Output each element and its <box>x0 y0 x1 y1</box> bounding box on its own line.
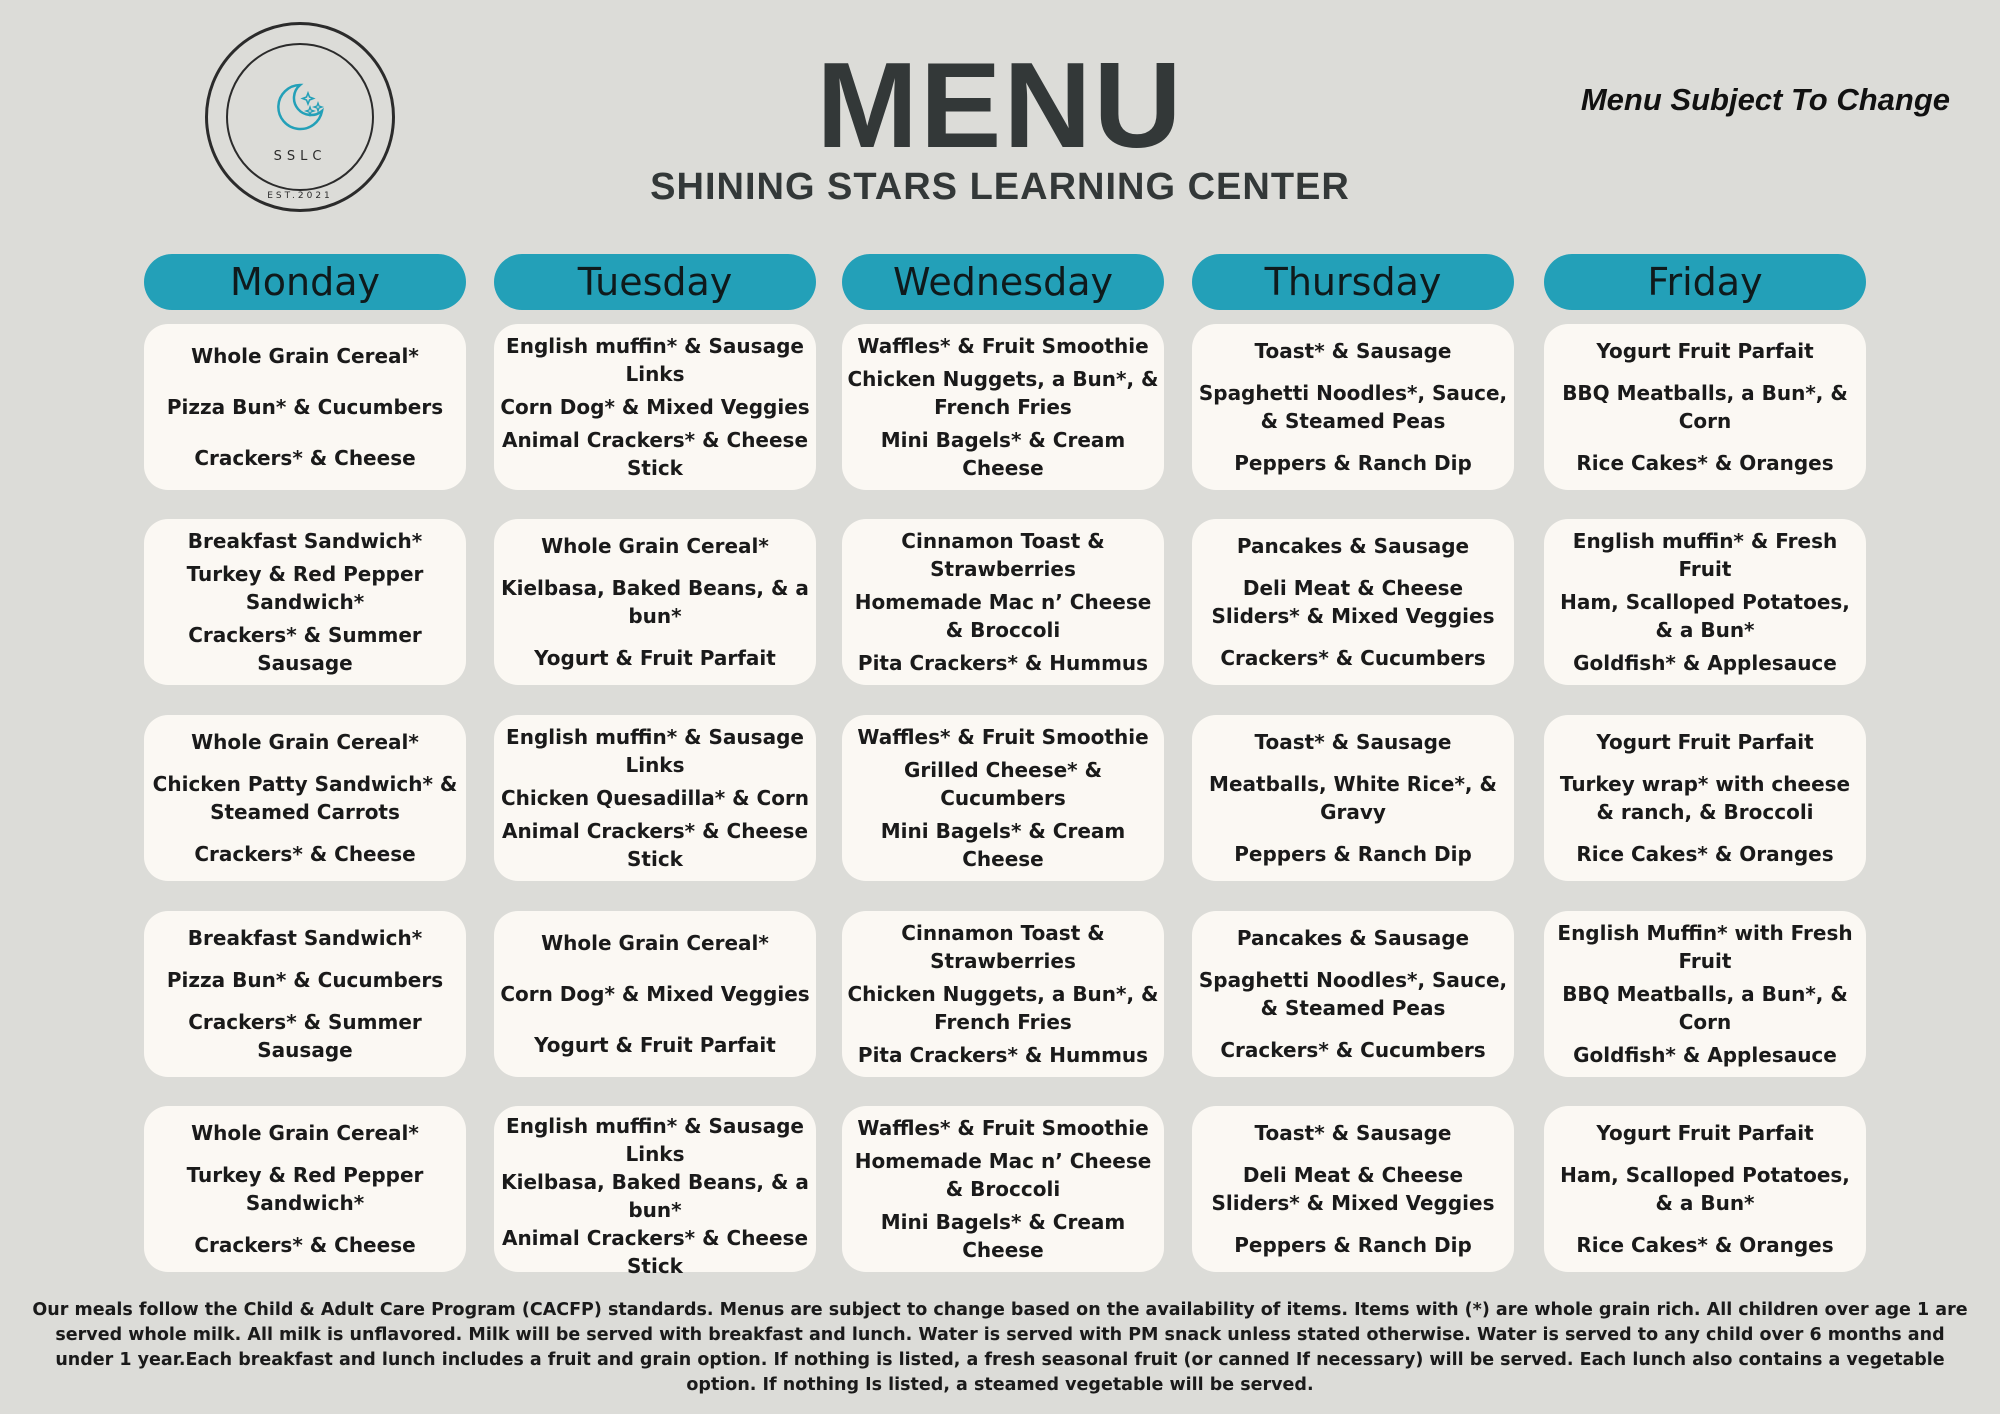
menu-item: Crackers* & Cheese <box>194 842 416 866</box>
menu-item: Chicken Nuggets, a Bun*, & French Fries <box>847 981 1159 1034</box>
menu-cell <box>144 324 466 490</box>
menu-item: Corn Dog* & Mixed Veggies <box>500 981 810 1006</box>
menu-cell <box>144 911 466 1077</box>
menu-item: BBQ Meatballs, a Bun*, & Corn <box>1562 381 1848 433</box>
menu-item: English muffin* & Sausage Links <box>506 1114 804 1166</box>
menu-item: Homemade Mac n’ Cheese & Broccoli <box>854 1148 1152 1201</box>
menu-item: Goldfish* & Applesauce <box>1573 1042 1837 1067</box>
menu-cell <box>494 911 816 1077</box>
menu-item: Toast* & Sausage <box>1254 339 1452 363</box>
menu-item: English muffin* & Sausage Links <box>506 725 804 778</box>
menu-item: Crackers* & Cucumbers <box>1220 1038 1486 1062</box>
menu-item: Yogurt & Fruit Parfait <box>534 1033 776 1058</box>
menu-item: Waffles* & Fruit Smoothie <box>857 725 1149 750</box>
day-header-monday: Monday <box>144 254 466 310</box>
menu-cell <box>1192 715 1514 881</box>
menu-item: Pizza Bun* & Cucumbers <box>166 968 444 992</box>
logo-est-text: EST.2021 <box>267 191 333 201</box>
page-title: MENU <box>816 37 1184 173</box>
menu-item: Mini Bagels* & Cream Cheese <box>880 818 1126 871</box>
menu-cell <box>1192 519 1514 685</box>
menu-item: Animal Crackers* & Cheese Stick <box>501 1226 809 1278</box>
menu-item: Waffles* & Fruit Smoothie <box>857 334 1149 359</box>
menu-item: Yogurt Fruit Parfait <box>1596 339 1814 363</box>
day-header-wednesday: Wednesday <box>842 254 1164 310</box>
menu-cell <box>842 911 1164 1077</box>
menu-cell <box>1192 324 1514 490</box>
menu-item: Meatballs, White Rice*, & Gravy <box>1209 772 1497 824</box>
menu-item: Peppers & Ranch Dip <box>1234 842 1472 866</box>
menu-item: Homemade Mac n’ Cheese & Broccoli <box>854 589 1152 642</box>
menu-cell <box>144 715 466 881</box>
menu-item: Goldfish* & Applesauce <box>1573 650 1837 675</box>
logo-text: SSLC <box>273 149 327 164</box>
menu-item: Chicken Nuggets, a Bun*, & French Fries <box>847 366 1159 419</box>
menu-cell <box>494 324 816 490</box>
menu-item: Breakfast Sandwich* <box>187 926 423 950</box>
menu-item: Whole Grain Cereal* <box>191 730 419 754</box>
menu-cell <box>1544 519 1866 685</box>
menu-item: Waffles* & Fruit Smoothie <box>857 1116 1149 1141</box>
menu-item: Crackers* & Summer Sausage <box>188 622 422 675</box>
menu-cell <box>1544 1106 1866 1272</box>
menu-item: Animal Crackers* & Cheese Stick <box>501 818 809 871</box>
menu-item: Peppers & Ranch Dip <box>1234 451 1472 475</box>
menu-change-notice: Menu Subject To Change <box>1580 82 1950 117</box>
menu-cell <box>1192 911 1514 1077</box>
menu-item: Crackers* & Cheese <box>194 446 416 471</box>
day-header-thursday: Thursday <box>1192 254 1514 310</box>
menu-item: Pancakes & Sausage <box>1236 926 1470 950</box>
menu-item: English Muffin* with Fresh Fruit <box>1557 921 1853 974</box>
menu-item: Whole Grain Cereal* <box>541 930 769 955</box>
menu-item: BBQ Meatballs, a Bun*, & Corn <box>1562 981 1848 1034</box>
menu-item: Chicken Patty Sandwich* & Steamed Carrots <box>152 772 458 824</box>
menu-item: Rice Cakes* & Oranges <box>1576 842 1834 866</box>
menu-item: Mini Bagels* & Cream Cheese <box>880 1209 1126 1262</box>
menu-item: Turkey & Red Pepper Sandwich* <box>186 561 424 614</box>
menu-item: Chicken Quesadilla* & Corn <box>500 785 810 810</box>
menu-item: Kielbasa, Baked Beans, & a bun* <box>501 576 809 628</box>
menu-item: Ham, Scalloped Potatoes, & a Bun* <box>1560 1163 1850 1215</box>
menu-item: Whole Grain Cereal* <box>191 1121 419 1145</box>
menu-cell <box>494 715 816 881</box>
menu-cell <box>1544 324 1866 490</box>
menu-cell <box>842 519 1164 685</box>
menu-item: Crackers* & Summer Sausage <box>188 1010 422 1062</box>
menu-cell <box>1544 911 1866 1077</box>
menu-item: Yogurt Fruit Parfait <box>1596 730 1814 754</box>
menu-item: Spaghetti Noodles*, Sauce, & Steamed Peas <box>1198 968 1508 1020</box>
page-subtitle: SHINING STARS LEARNING CENTER <box>650 166 1350 208</box>
menu-item: Rice Cakes* & Oranges <box>1576 451 1834 475</box>
menu-cell <box>494 519 816 685</box>
menu-cell <box>842 1106 1164 1272</box>
menu-item: Kielbasa, Baked Beans, & a bun* <box>501 1170 809 1222</box>
menu-item: Crackers* & Cheese <box>194 1233 416 1257</box>
menu-item: Deli Meat & Cheese Sliders* & Mixed Veggies <box>1211 1163 1495 1215</box>
menu-cell <box>842 715 1164 881</box>
menu-item: Crackers* & Cucumbers <box>1220 646 1486 670</box>
menu-item: English muffin* & Sausage Links <box>506 334 804 387</box>
menu-item: Pancakes & Sausage <box>1236 534 1470 558</box>
menu-cell <box>842 324 1164 490</box>
menu-item: Ham, Scalloped Potatoes, & a Bun* <box>1560 589 1850 642</box>
menu-item: Cinnamon Toast & Strawberries <box>901 529 1105 582</box>
menu-cell <box>1192 1106 1514 1272</box>
menu-item: Deli Meat & Cheese Sliders* & Mixed Veggies <box>1211 576 1495 628</box>
menu-item: Peppers & Ranch Dip <box>1234 1233 1472 1257</box>
day-header-friday: Friday <box>1544 254 1866 310</box>
menu-item: Spaghetti Noodles*, Sauce, & Steamed Peas <box>1198 381 1508 433</box>
menu-cell <box>1544 715 1866 881</box>
menu-item: Breakfast Sandwich* <box>187 529 423 554</box>
menu-item: Cinnamon Toast & Strawberries <box>901 921 1105 974</box>
menu-item: Mini Bagels* & Cream Cheese <box>880 427 1126 480</box>
menu-item: Pita Crackers* & Hummus <box>857 650 1149 675</box>
menu-item: Turkey wrap* with cheese & ranch, & Broccoli <box>1559 772 1851 824</box>
menu-item: Turkey & Red Pepper Sandwich* <box>186 1163 424 1215</box>
menu-item: Pita Crackers* & Hummus <box>857 1042 1149 1067</box>
menu-cell <box>494 1106 816 1278</box>
menu-item: English muffin* & Fresh Fruit <box>1572 529 1838 582</box>
menu-cell <box>144 519 466 685</box>
menu-item: Whole Grain Cereal* <box>541 534 769 558</box>
menu-item: Grilled Cheese* & Cucumbers <box>903 757 1103 810</box>
footer-note: Our meals follow the Child & Adult Care Program (CACFP) standards. Menus are subject to change based on the availability of items. Items with (*) are whole grain rich. All children over age 1 are served whole milk. All milk is unflavored. Milk will be served with breakfast and lunch. Water is served with PM snack unless stated otherwise. Water is served to any child over 6 months and under 1 year.Each breakfast and lunch includes a fruit and grain option. If nothing is listed, a fresh seasonal fruit (or canned If necessary) will be served. Each lunch also contains a vegetable option. If nothing Is listed, a steamed vegetable will be served. <box>32 1300 1968 1395</box>
menu-cell <box>144 1106 466 1272</box>
menu-item: Yogurt Fruit Parfait <box>1596 1121 1814 1145</box>
day-header-tuesday: Tuesday <box>494 254 816 310</box>
menu-item: Rice Cakes* & Oranges <box>1576 1233 1834 1257</box>
menu-item: Yogurt & Fruit Parfait <box>534 646 776 670</box>
menu-item: Animal Crackers* & Cheese Stick <box>501 427 809 480</box>
menu-item: Corn Dog* & Mixed Veggies <box>500 394 810 419</box>
menu-item: Toast* & Sausage <box>1254 1121 1452 1145</box>
menu-item: Toast* & Sausage <box>1254 730 1452 754</box>
menu-item: Whole Grain Cereal* <box>191 343 419 368</box>
menu-item: Pizza Bun* & Cucumbers <box>166 394 444 419</box>
